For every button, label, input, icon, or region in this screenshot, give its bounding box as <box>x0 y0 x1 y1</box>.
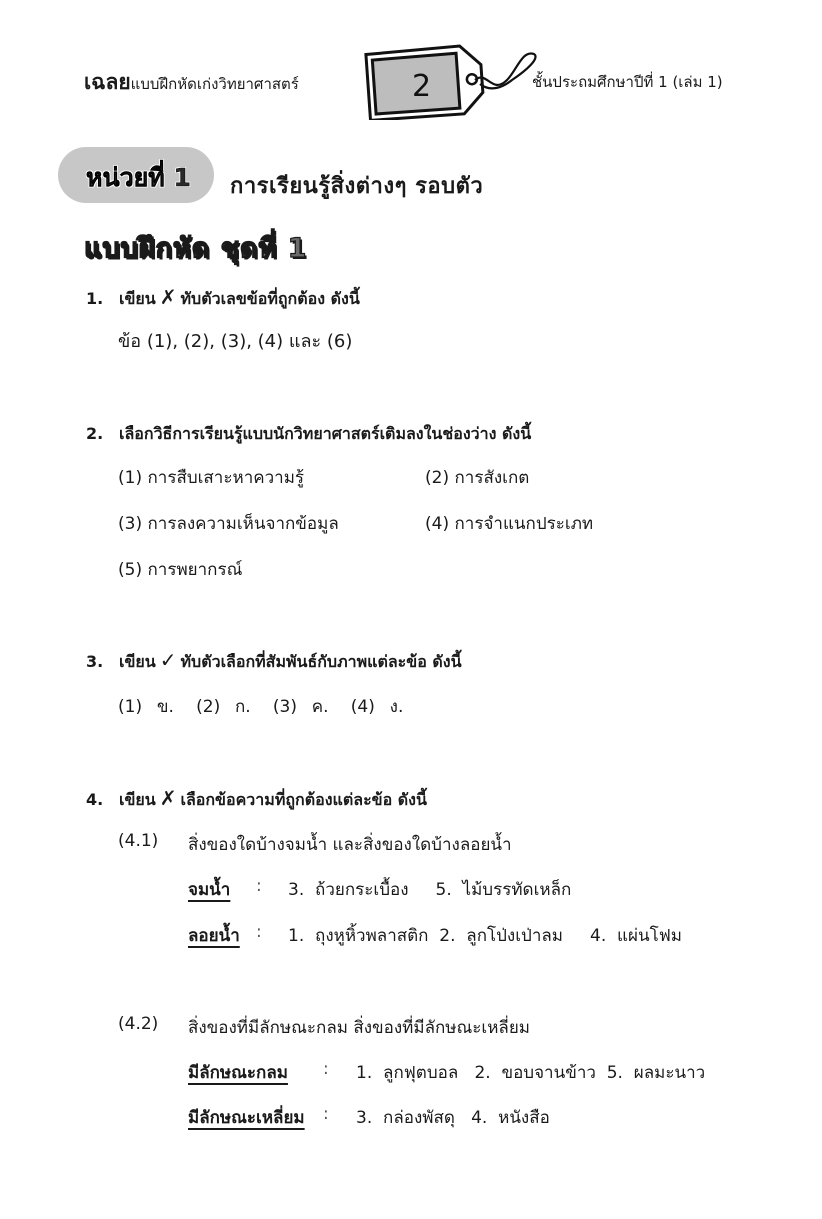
check-mark-icon: ✓ <box>159 648 177 672</box>
subquestion-4-1-text: สิ่งของใดบ้างจมน้ำ และสิ่งของใดบ้างลอยน้ำ <box>188 835 512 855</box>
question-number: 1. <box>86 289 104 308</box>
sinks-values: 3. ถ้วยกระเบื้อง 5. ไม้บรรทัดเหล็ก <box>288 880 572 900</box>
answer-1: ข้อ (1), (2), (3), (4) และ (6) <box>118 331 353 352</box>
colon: : <box>323 1104 329 1124</box>
exercise-set-title: แบบฝึกหัด ชุดที่ 1 <box>84 233 308 264</box>
question-text: เลือกวิธีการเรียนรู้แบบนักวิทยาศาสตร์เติมลงในช่องว่าง ดังนี้ <box>119 424 532 443</box>
question-text-post: ทับตัวเลือกที่สัมพันธ์กับภาพแต่ละข้อ ดังนี้ <box>180 652 462 671</box>
unit-badge <box>58 147 214 203</box>
answer-2-item-1: (1) การสืบเสาะหาความรู้ <box>118 468 305 488</box>
header-answer-key-label: เฉลย <box>84 70 131 94</box>
question-4 <box>86 786 427 813</box>
label-round: มีลักษณะกลม <box>188 1063 288 1083</box>
question-2 <box>86 422 531 447</box>
subquestion-4-2-number: (4.2) <box>118 1014 159 1034</box>
question-number: 2. <box>86 424 104 443</box>
answer-2-item-2: (2) การสังเกต <box>425 468 530 488</box>
question-number: 3. <box>86 652 104 671</box>
question-number: 4. <box>86 790 104 809</box>
question-3 <box>86 648 462 675</box>
answer-2-item-4: (4) การจำแนกประเภท <box>425 514 594 534</box>
label-angular: มีลักษณะเหลี่ยม <box>188 1108 305 1128</box>
header-book-title <box>84 66 299 99</box>
question-1 <box>86 285 360 312</box>
question-text-pre: เขียน <box>119 652 156 671</box>
header-grade-level: ชั้นประถมศึกษาปีที่ 1 (เล่ม 1) <box>532 73 723 91</box>
colon: : <box>323 1059 329 1079</box>
question-text-pre: เขียน <box>119 289 156 308</box>
subquestion-4-1-number: (4.1) <box>118 831 159 851</box>
cross-mark-icon: ✗ <box>159 786 177 810</box>
answer-2-item-3: (3) การลงความเห็นจากข้อมูล <box>118 514 339 534</box>
round-values: 1. ลูกฟุตบอล 2. ขอบจานข้าว 5. ผลมะนาว <box>356 1063 706 1083</box>
question-text-post: เลือกข้อความที่ถูกต้องแต่ละข้อ ดังนี้ <box>180 790 427 809</box>
label-floats: ลอยน้ำ <box>188 926 240 946</box>
price-tag-icon <box>362 40 542 120</box>
header-book-name: แบบฝึกหัดเก่งวิทยาศาสตร์ <box>130 75 299 93</box>
colon: : <box>256 876 262 896</box>
answer-3: (1) ข. (2) ก. (3) ค. (4) ง. <box>118 697 404 717</box>
question-text-post: ทับตัวเลขข้อที่ถูกต้อง ดังนี้ <box>180 289 360 308</box>
angular-values: 3. กล่องพัสดุ 4. หนังสือ <box>356 1108 550 1128</box>
question-text-pre: เขียน <box>119 790 156 809</box>
unit-title: การเรียนรู้สิ่งต่างๆ รอบตัว <box>230 174 484 199</box>
subquestion-4-2-text: สิ่งของที่มีลักษณะกลม สิ่งของที่มีลักษณะเหลี่ยม <box>188 1018 531 1038</box>
colon: : <box>256 922 262 942</box>
cross-mark-icon: ✗ <box>159 285 177 309</box>
unit-badge-label: หน่วยที่ 1 <box>86 163 191 192</box>
floats-values: 1. ถุงหูหิ้วพลาสติก 2. ลูกโป่งเป่าลม 4. แผ่นโฟม <box>288 926 682 946</box>
answer-2-item-5: (5) การพยากรณ์ <box>118 560 243 580</box>
tag-number: 2 <box>412 69 432 104</box>
label-sinks: จมน้ำ <box>188 880 231 900</box>
